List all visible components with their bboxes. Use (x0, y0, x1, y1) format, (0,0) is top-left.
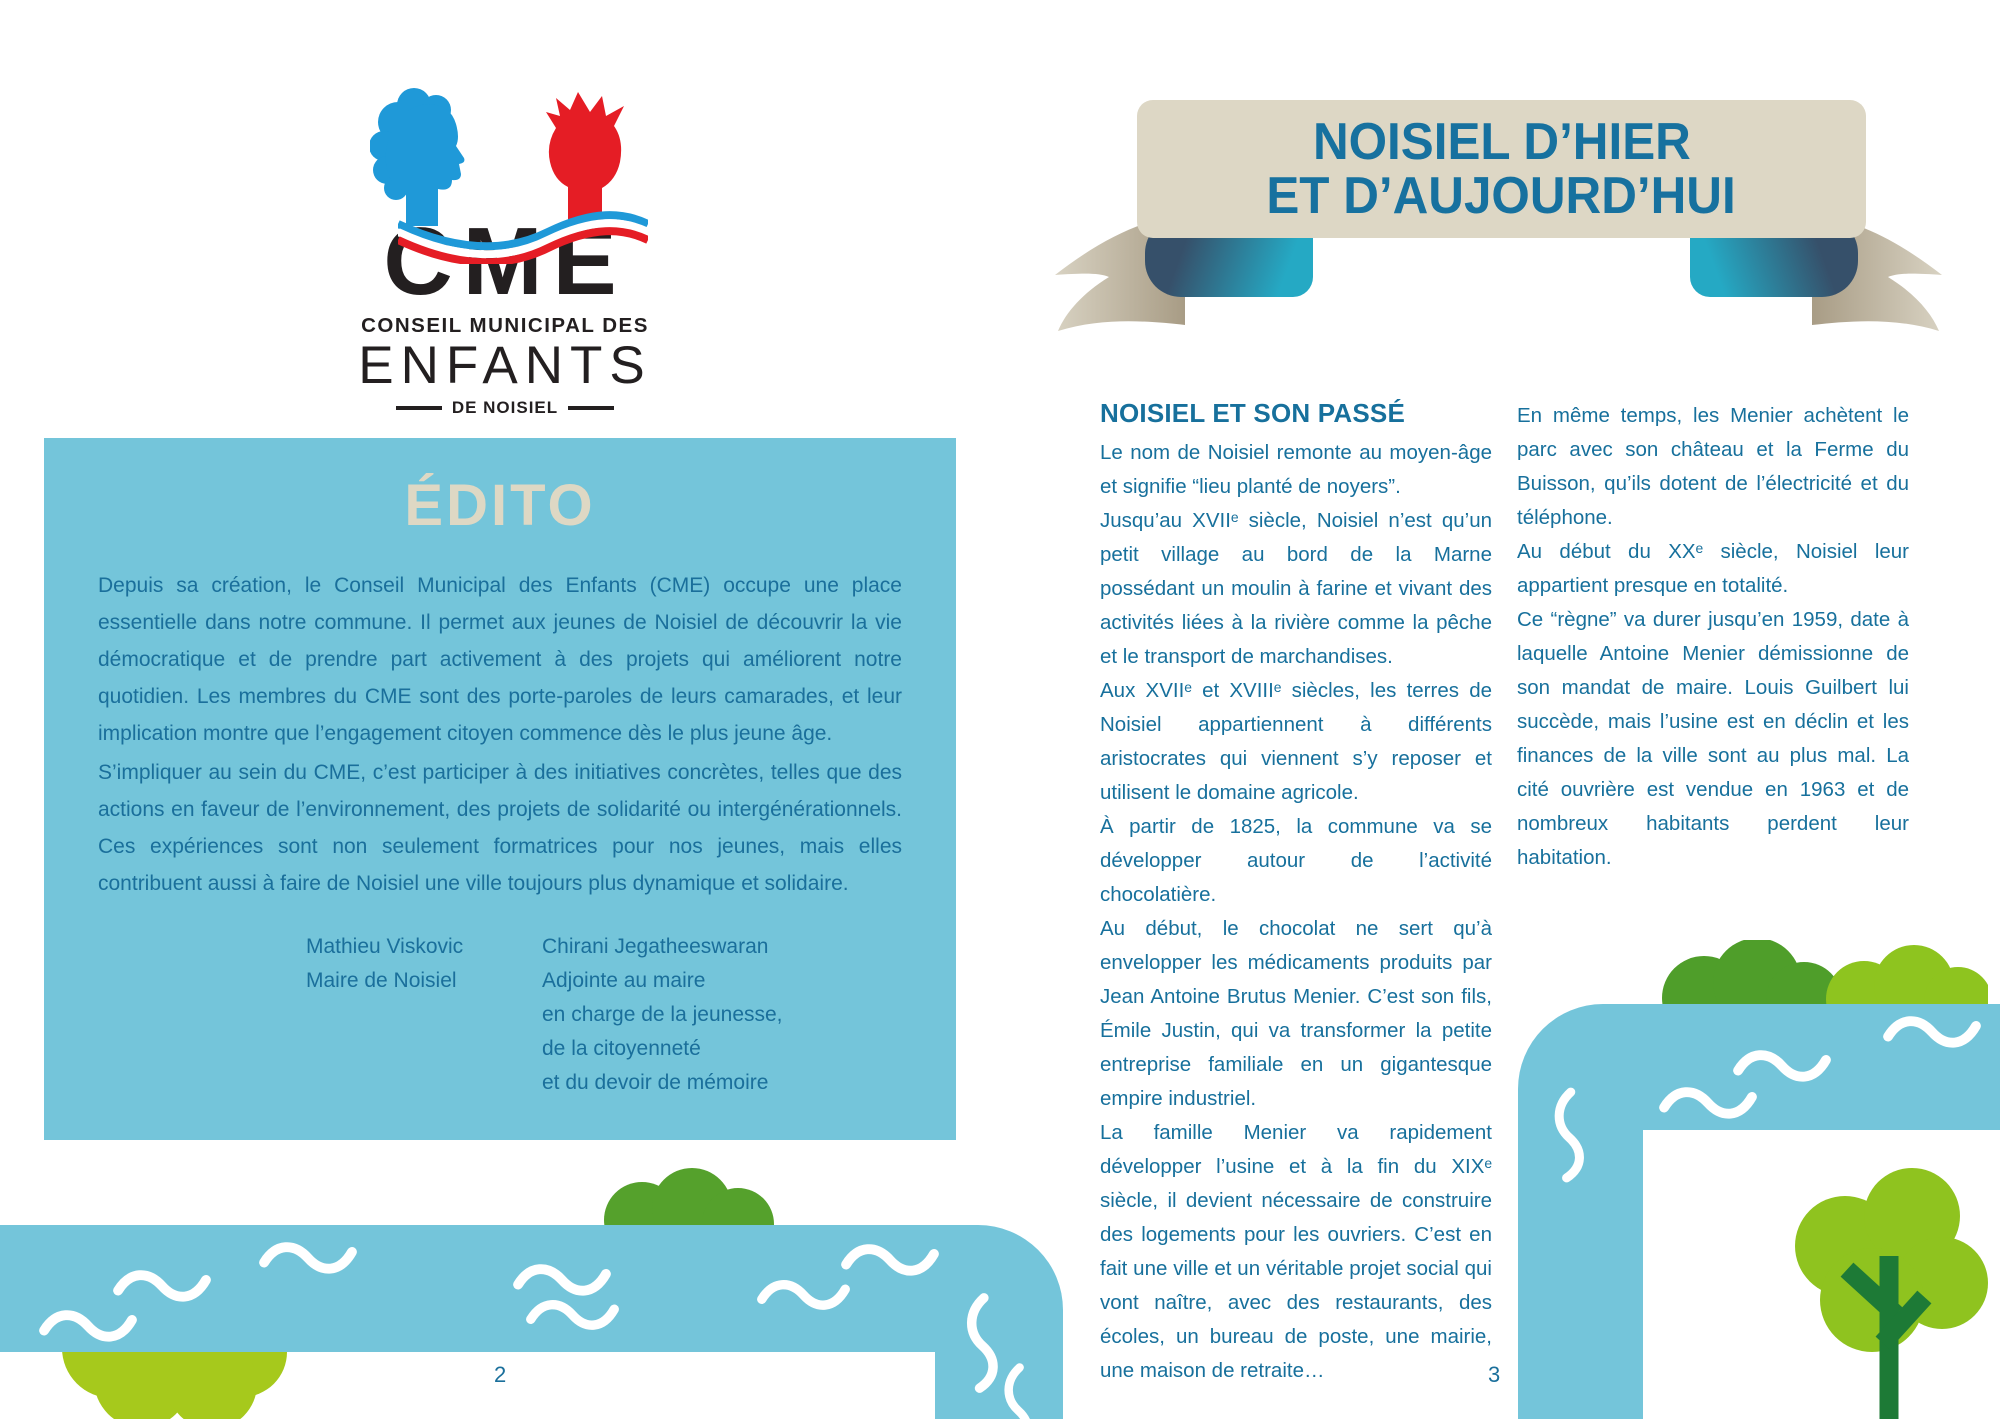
water-wave-icon (258, 1238, 358, 1278)
water-wave-vertical-icon (1000, 1362, 1034, 1419)
section-banner (1137, 100, 1866, 238)
article-column-2 (1517, 399, 1909, 875)
water-wave-icon (756, 1276, 851, 1314)
signature-mayor (306, 930, 463, 998)
edito-paragraph: S’impliquer au sein du CME, c’est participer à des initiatives concrètes, telles que des actions en faveur de l’environnement, des projets de solidarité ou intergénérationnels. Ces expériences sont non seulement formatrices pour nos jeunes, mais elles contribuent aussi à faire de Noisiel une ville toujours plus dynamique et solidaire. (98, 761, 902, 895)
water-wave-icon (525, 1296, 620, 1334)
article-paragraph: Au début du XXᵉ siècle, Noisiel leur appartient presque en totalité. (1517, 540, 1909, 597)
tree-light-green-icon (1818, 945, 1988, 1004)
banner-title-line1: NOISIEL D’HIER (1312, 112, 1691, 171)
logo-silhouettes (370, 88, 640, 226)
logo-line-de-noisiel (340, 398, 670, 418)
article-heading: NOISIEL ET SON PASSÉ (1100, 398, 1405, 428)
deputy-role-line: de la citoyenneté (542, 1037, 701, 1060)
logo-acronym: CME (383, 208, 627, 315)
water-wave-icon (840, 1240, 940, 1280)
article-paragraph: Ce “règne” va durer jusqu’en 1959, date à laquelle Antoine Menier démissionne de son mandat de maire. Louis Guilbert lui succède, mais l’usine est en déclin et les finances de la ville sont au plus mal. La cité ouvrière est vendue en 1963 et de nombreux habitants perdent leur habitation. (1517, 608, 1909, 869)
water-wave-icon (1882, 1012, 1982, 1052)
water-wave-vertical-icon (962, 1292, 1000, 1394)
deputy-name: Chirani Jegatheeswaran (542, 935, 769, 958)
edito-title: ÉDITO (404, 473, 596, 538)
article-paragraph: La famille Menier va rapidement développer l’usine et à la fin du XIXᵉ siècle, il devient nécessaire de construire des logements pour les ouvriers. C’est en fait une ville et un véritable projet social qui vont naître, avec des restaurants, des écoles, un bureau de poste, une mairie, une maison de retraite… (1100, 1121, 1492, 1382)
edito-section (44, 438, 956, 1140)
article-paragraph: Jusqu’au XVIIᵉ siècle, Noisiel n’est qu’un petit village au bord de la Marne possédant un moulin à farine et vivant des activités liées à la rivière comme la pêche et le transport de marchandises. (1100, 509, 1492, 668)
bush-dark-green-icon (596, 1168, 774, 1226)
water-wave-icon (1732, 1046, 1832, 1086)
banner-title-line2: ET D’AUJOURD’HUI (1266, 167, 1737, 225)
mayor-role: Maire de Noisiel (306, 969, 457, 992)
logo-dash-left (396, 406, 442, 410)
water-wave-icon (112, 1266, 212, 1306)
deputy-role-line: et du devoir de mémoire (542, 1071, 769, 1094)
article-paragraph: Au début, le chocolat ne sert qu’à envelopper les médicaments produits par Jean Antoine Brutus Menier. C’est son fils, Émile Justin, qui va transformer la petite entreprise familiale en un gigantesque empire industriel. (1100, 917, 1492, 1110)
mayor-name: Mathieu Viskovic (306, 935, 464, 958)
tricolor-wave-icon (398, 206, 648, 264)
cme-logo (340, 88, 670, 418)
article-paragraph: Le nom de Noisiel remonte au moyen-âge et signifie “lieu planté de noyers”. (1100, 441, 1492, 498)
deputy-role-line: Adjointe au maire (542, 969, 706, 992)
logo-line-enfants: ENFANTS (358, 336, 652, 395)
tree-with-trunk-icon (1790, 1168, 1990, 1419)
water-wave-vertical-icon (1550, 1086, 1586, 1184)
article-paragraph: Aux XVIIᵉ et XVIIIᵉ siècles, les terres de Noisiel appartiennent à différents aristocrates qui viennent s’y reposer et utilisent le domaine agricole. (1100, 679, 1492, 804)
edito-paragraphs (98, 567, 902, 902)
deputy-role-line: en charge de la jeunesse, (542, 1003, 783, 1026)
water-wave-icon (512, 1260, 612, 1300)
article-paragraph: En même temps, les Menier achètent le parc avec son château et la Ferme du Buisson, qu’ils dotent de l’électricité et du téléphone. (1517, 404, 1909, 529)
page-number-left: 2 (494, 1362, 507, 1387)
logo-dash-right (568, 406, 614, 410)
water-wave-icon (38, 1306, 138, 1346)
page-number-right: 3 (1488, 1362, 1501, 1387)
article-column-1 (1100, 396, 1492, 1388)
signature-deputy (542, 930, 783, 1100)
edito-paragraph: Depuis sa création, le Conseil Municipal des Enfants (CME) occupe une place essentielle dans notre commune. Il permet aux jeunes de Noisiel de découvrir la vie démocratique et de prendre part activement à des projets qui améliorent notre quotidien. Les membres du CME sont des porte-paroles de leurs camarades, et leur implication montre que l’engagement citoyen commence dès le plus jeune âge. (98, 574, 902, 745)
logo-line-conseil: CONSEIL MUNICIPAL DES (361, 314, 649, 337)
logo-line-de-noisiel-text: DE NOISIEL (451, 398, 559, 417)
water-wave-icon (1658, 1083, 1758, 1123)
article-paragraph: À partir de 1825, la commune va se développer autour de l’activité chocolatière. (1100, 815, 1492, 906)
